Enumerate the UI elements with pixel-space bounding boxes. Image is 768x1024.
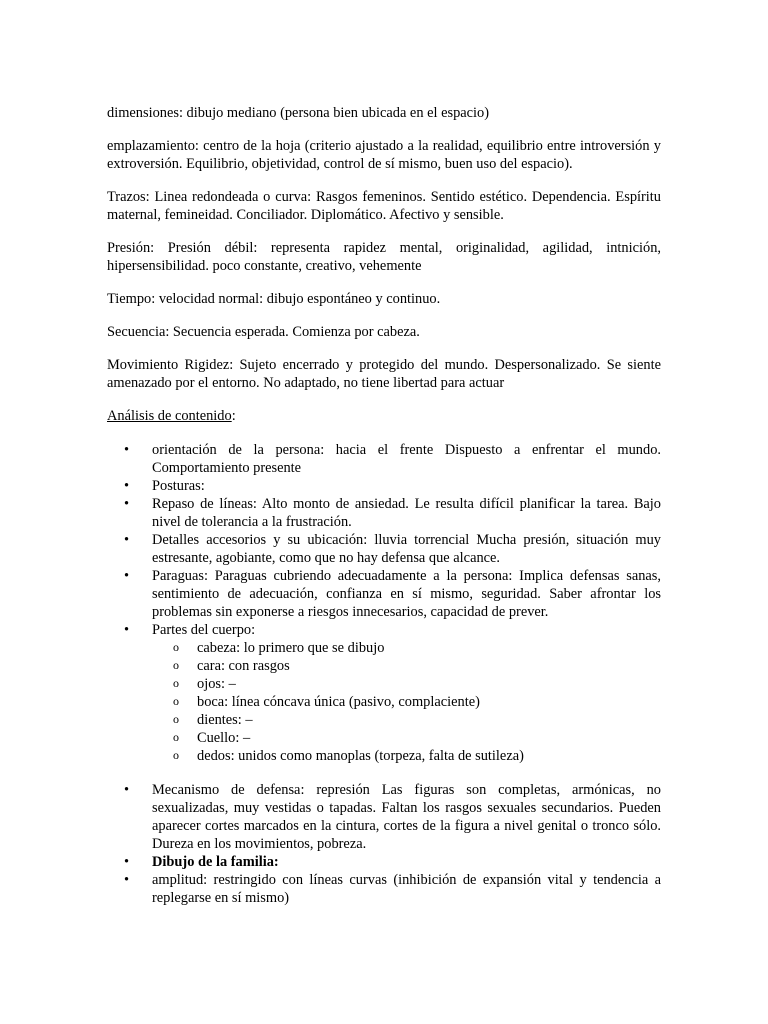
section-heading (107, 407, 661, 425)
list-item: • Repaso de líneas: Alto monto de ansiedad. Le resulta difícil planificar la tarea. Bajo nivel de tolerancia a la frustración. (107, 495, 661, 531)
section-heading-colon: : (231, 408, 236, 424)
list-item-body-parts (107, 621, 661, 765)
paragraph-trazos: Trazos: Linea redondeada o curva: Rasgos femeninos. Sentido estético. Dependencia. Espíritu maternal, femineidad. Conciliador. Diplomático. Afectivo y sensible. (107, 189, 661, 223)
bold-heading: Dibujo de la familia: (152, 854, 279, 870)
sub-list-item: o cara: con rasgos (152, 657, 661, 675)
list-item-label: Partes del cuerpo: (152, 622, 256, 638)
defense-list (107, 781, 661, 907)
sub-list-item: o ojos: – (152, 675, 661, 693)
content-analysis-list (107, 441, 661, 765)
paragraph-movimiento: Movimiento Rigidez: Sujeto encerrado y protegido del mundo. Despersonalizado. Se siente amenazado por el entorno. No adaptado, no tiene libertad para actuar (107, 357, 661, 391)
list-item: • Posturas: (107, 477, 661, 495)
paragraph-dimensiones: dimensiones: dibujo mediano (persona bien ubicada en el espacio) (107, 105, 490, 121)
paragraph-presion: Presión: Presión débil: representa rapidez mental, originalidad, agilidad, intnición, hipersensibilidad. poco constante, creativo, vehemente (107, 240, 661, 274)
document-page (107, 104, 661, 907)
sub-list-item: o cabeza: lo primero que se dibujo (152, 639, 661, 657)
paragraph-tiempo: Tiempo: velocidad normal: dibujo espontáneo y continuo. (107, 291, 441, 307)
sub-list-item: o dientes: – (152, 711, 661, 729)
list-item: • orientación de la persona: hacia el frente Dispuesto a enfrentar el mundo. Comportamiento presente (107, 441, 661, 477)
list-item: • Detalles accesorios y su ubicación: lluvia torrencial Mucha presión, situación muy estresante, agobiante, como que no hay defensa que alcance. (107, 531, 661, 567)
sub-list-item: o dedos: unidos como manoplas (torpeza, falta de sutileza) (152, 747, 661, 765)
list-item: • amplitud: restringido con líneas curvas (inhibición de expansión vital y tendencia a replegarse en sí mismo) (107, 871, 661, 907)
section-heading-text: Análisis de contenido (107, 408, 232, 424)
paragraph-secuencia: Secuencia: Secuencia esperada. Comienza por cabeza. (107, 324, 420, 340)
list-item: • Mecanismo de defensa: represión Las figuras son completas, armónicas, no sexualizadas, muy vestidas o tapadas. Faltan los rasgos sexuales secundarios. Pueden aparecer cortes marcados en la cintura, cortes de la figura a nivel genital o tronco sólo. Dureza en los movimientos, pobreza. (107, 781, 661, 853)
paragraph-emplazamiento: emplazamiento: centro de la hoja (criterio ajustado a la realidad, equilibrio entre introversión y extroversión. Equilibrio, objetividad, control de sí mismo, buen uso del espacio). (107, 138, 661, 172)
list-item: • Paraguas: Paraguas cubriendo adecuadamente a la persona: Implica defensas sanas, sentimiento de adecuación, confianza en sí mismo, seguridad. Saber afrontar los problemas sin exponerse a riesgos innecesarios, capacidad de prever. (107, 567, 661, 621)
body-parts-list (152, 639, 661, 765)
list-spacer (107, 765, 661, 781)
sub-list-item: o Cuello: – (152, 729, 661, 747)
list-item-family (107, 853, 661, 871)
sub-list-item: o boca: línea cóncava única (pasivo, complaciente) (152, 693, 661, 711)
